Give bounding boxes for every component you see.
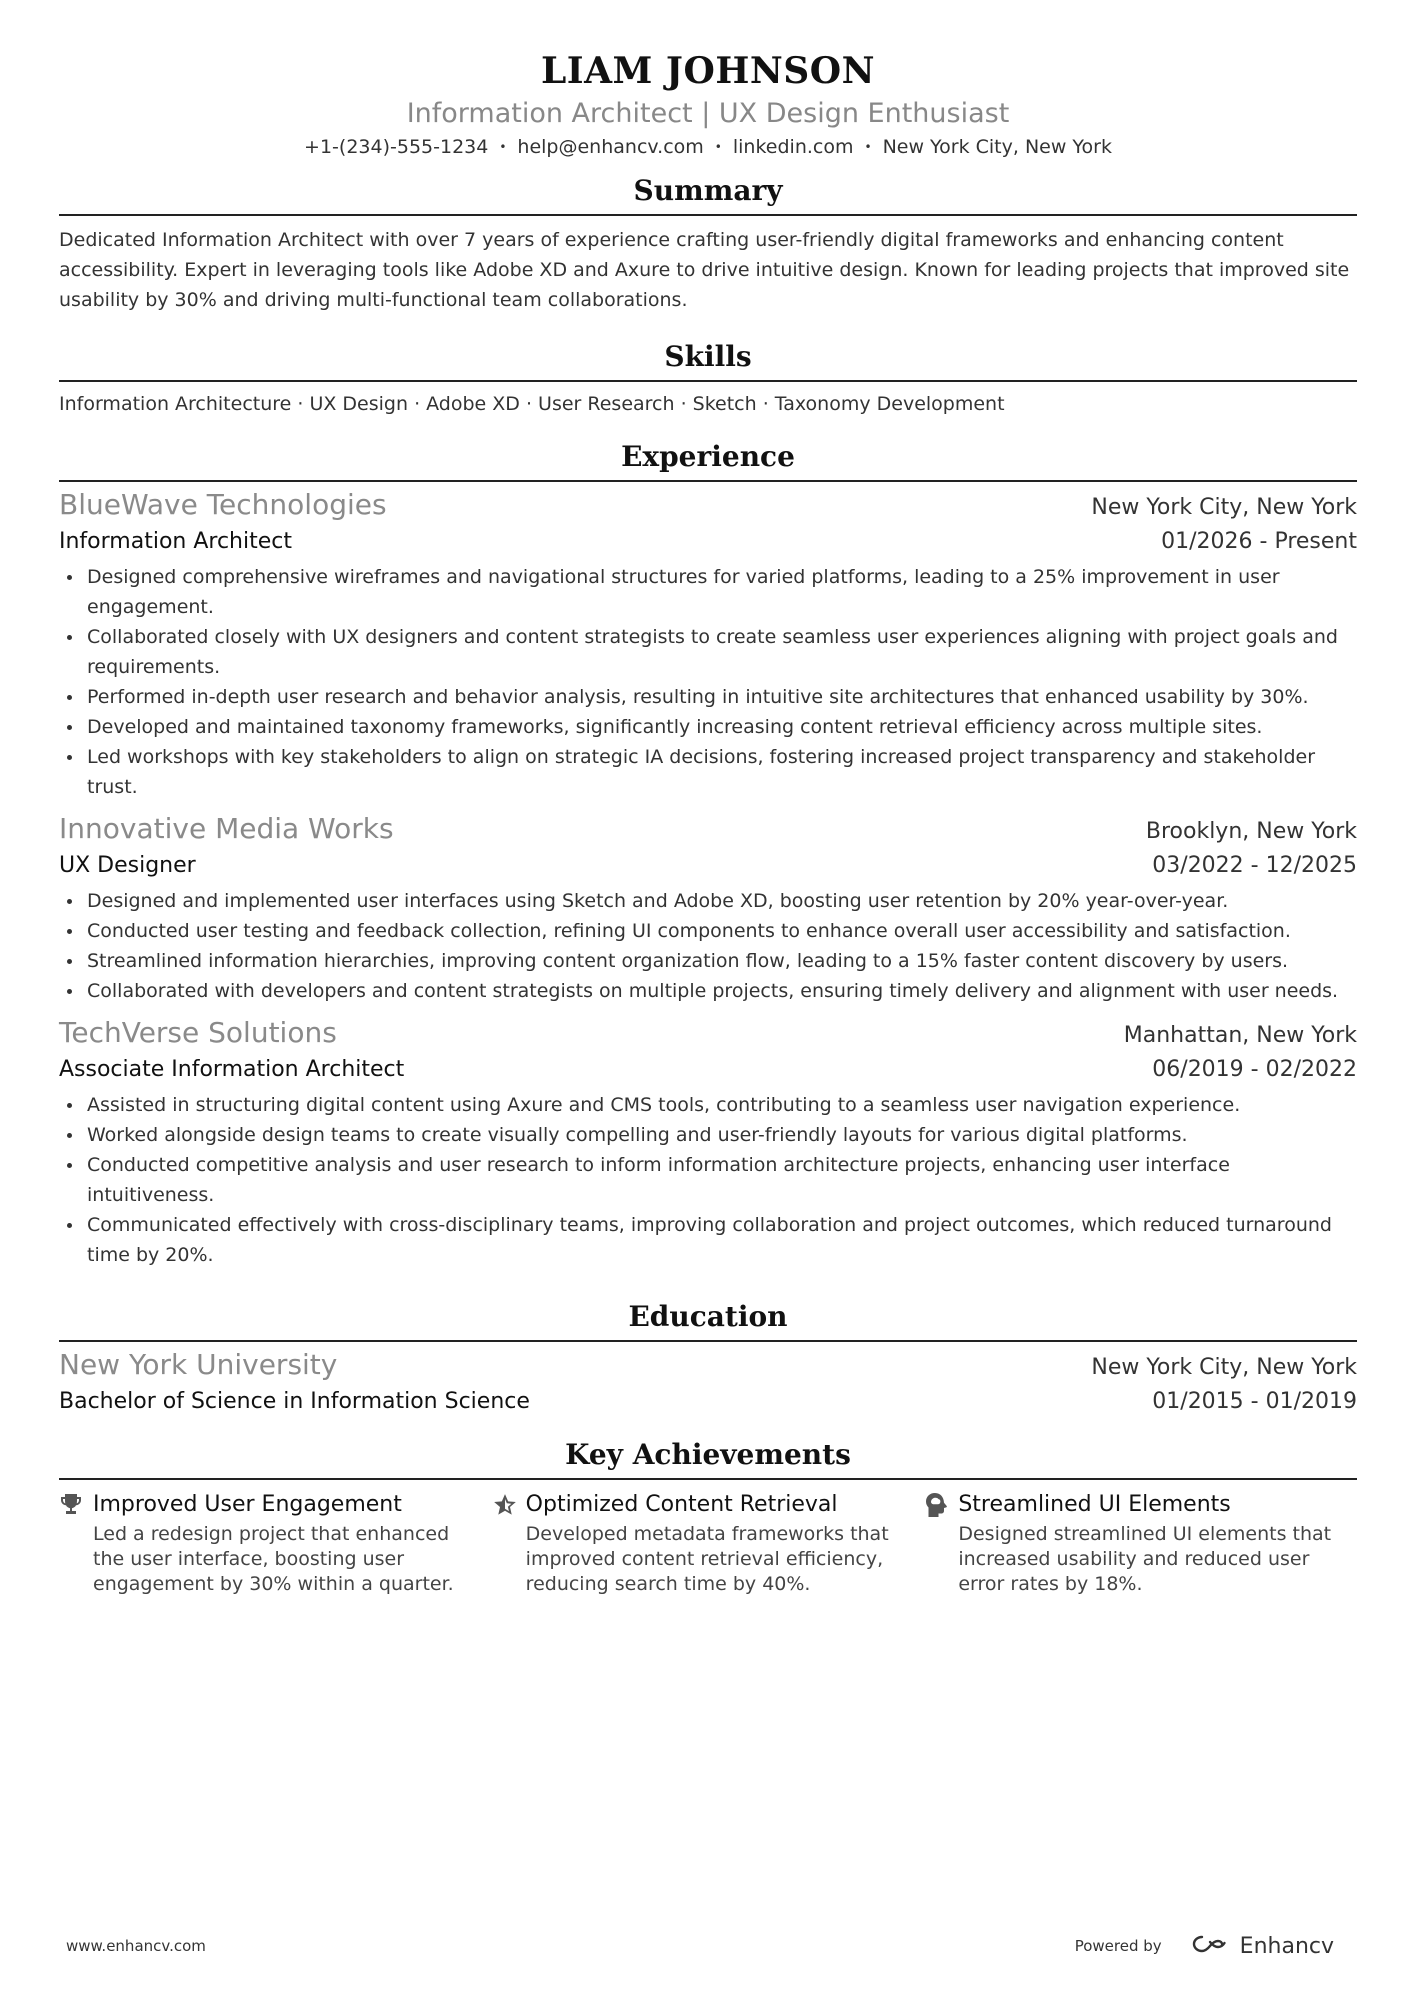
school-location: New York City, New York — [1091, 1355, 1357, 1380]
section-divider — [59, 480, 1357, 482]
section-heading-skills: Skills — [664, 340, 752, 373]
achievement-item — [924, 1488, 1357, 1597]
bullet-item: Assisted in structuring digital content using Axure and CMS tools, contributing to a seamless user navigation experience. — [59, 1090, 1357, 1120]
bullet-item: Performed in-depth user research and behavior analysis, resulting in intuitive site architectures that enhanced usability by 30%. — [59, 682, 1357, 712]
achievement-description: Led a redesign project that enhanced the user interface, boosting user engagement by 30% within a quarter. — [93, 1523, 454, 1595]
experience-section — [59, 438, 1357, 1270]
bullet-item: Streamlined information hierarchies, improving content organization flow, leading to a 15% faster content discovery by users. — [59, 946, 1357, 976]
education-section — [59, 1298, 1357, 1419]
page-footer — [66, 1933, 1334, 1959]
bullet-item: Worked alongside design teams to create visually compelling and user-friendly layouts for various digital platforms. — [59, 1120, 1357, 1150]
section-divider — [59, 380, 1357, 382]
powered-by — [1075, 1933, 1334, 1959]
job-entry — [59, 810, 1357, 1006]
degree: Bachelor of Science in Information Science — [59, 1389, 530, 1414]
achievement-item — [59, 1488, 492, 1597]
job-role: Associate Information Architect — [59, 1057, 405, 1082]
job-dates: 06/2019 - 02/2022 — [1152, 1057, 1357, 1082]
achievement-description: Developed metadata frameworks that improved content retrieval efficiency, reducing search time by 40%. — [525, 1523, 889, 1595]
enhancv-brand-name[interactable]: Enhancv — [1239, 1933, 1334, 1959]
education-dates: 01/2015 - 01/2019 — [1152, 1389, 1357, 1414]
job-dates: 01/2026 - Present — [1161, 529, 1357, 554]
skills-section — [59, 338, 1357, 419]
contact-separator: • — [714, 140, 722, 154]
resume-page — [59, 0, 1357, 1597]
company-name: TechVerse Solutions — [59, 1016, 337, 1049]
job-location: New York City, New York — [1091, 495, 1357, 520]
bullet-item: Designed and implemented user interfaces using Sketch and Adobe XD, boosting user retention by 20% year-over-year. — [59, 886, 1357, 916]
job-dates: 03/2022 - 12/2025 — [1152, 853, 1357, 878]
job-entry — [59, 1014, 1357, 1270]
section-divider — [59, 1340, 1357, 1342]
job-role: UX Designer — [59, 853, 196, 878]
achievement-title: Optimized Content Retrieval — [525, 1492, 838, 1517]
section-heading-experience: Experience — [621, 440, 795, 473]
section-divider — [59, 1478, 1357, 1480]
section-heading-summary: Summary — [633, 174, 783, 207]
job-location: Manhattan, New York — [1123, 1023, 1357, 1048]
job-entry — [59, 486, 1357, 802]
bullet-item: Conducted competitive analysis and user research to inform information architecture projects, enhancing user interface intuitiveness. — [59, 1150, 1357, 1210]
school-name: New York University — [59, 1348, 338, 1381]
phone: +1-(234)-555-1234 — [304, 136, 489, 158]
job-bullets — [59, 1090, 1357, 1270]
job-bullets — [59, 562, 1357, 802]
job-role: Information Architect — [59, 529, 292, 554]
bullet-item: Communicated effectively with cross-disciplinary teams, improving collaboration and project outcomes, which reduced turnaround time by 20%. — [59, 1210, 1357, 1270]
trophy-icon — [59, 1488, 93, 1597]
footer-url-link[interactable]: www.enhancv.com — [66, 1937, 206, 1955]
head-brain-icon — [924, 1488, 958, 1597]
achievement-description: Designed streamlined UI elements that increased usability and reduced user error rates by 18%. — [958, 1523, 1332, 1595]
email-link[interactable]: help@enhancv.com — [517, 136, 704, 158]
candidate-title: Information Architect | UX Design Enthusiast — [406, 98, 1010, 129]
achievement-item — [492, 1488, 925, 1597]
contact-line — [59, 133, 1357, 161]
linkedin-link[interactable]: linkedin.com — [732, 136, 854, 158]
bullet-item: Collaborated with developers and content strategists on multiple projects, ensuring timely delivery and alignment with user needs. — [59, 976, 1357, 1006]
bullet-item: Collaborated closely with UX designers and content strategists to create seamless user experiences aligning with project goals and requirements. — [59, 622, 1357, 682]
achievement-title: Streamlined UI Elements — [958, 1492, 1231, 1517]
section-divider — [59, 214, 1357, 216]
company-name: BlueWave Technologies — [59, 488, 387, 521]
contact-separator: • — [499, 140, 507, 154]
summary-section — [59, 172, 1357, 315]
bullet-item: Developed and maintained taxonomy frameworks, significantly increasing content retrieval efficiency across multiple sites. — [59, 712, 1357, 742]
section-heading-education: Education — [628, 1300, 788, 1333]
summary-text: Dedicated Information Architect with over 7 years of experience crafting user-friendly digital frameworks and enhancing content accessibility. Expert in leveraging tools like Adobe XD and Axure to drive intuitive design. Known for leading projects that improved site usability by 30% and driving multi-functional team collaborations. — [59, 229, 1350, 311]
powered-by-label: Powered by — [1074, 1937, 1162, 1955]
bullet-item: Led workshops with key stakeholders to align on strategic IA decisions, fostering increased project transparency and stakeholder trust. — [59, 742, 1357, 802]
job-location: Brooklyn, New York — [1145, 819, 1357, 844]
bullet-item: Conducted user testing and feedback collection, refining UI components to enhance overall user accessibility and satisfaction. — [59, 916, 1357, 946]
candidate-name: LIAM JOHNSON — [540, 50, 876, 92]
resume-header — [59, 0, 1357, 161]
achievements-section — [59, 1436, 1357, 1597]
enhancv-logo-icon — [1188, 1933, 1232, 1959]
contact-separator: • — [864, 140, 872, 154]
star-icon — [492, 1488, 526, 1597]
location: New York City, New York — [882, 136, 1112, 158]
company-name: Innovative Media Works — [59, 812, 394, 845]
education-entry — [59, 1346, 1357, 1419]
section-heading-achievements: Key Achievements — [565, 1438, 851, 1471]
job-bullets — [59, 886, 1357, 1006]
skills-list: Information Architecture · UX Design · Adobe XD · User Research · Sketch · Taxonomy Development — [59, 393, 1005, 415]
bullet-item: Designed comprehensive wireframes and navigational structures for varied platforms, leading to a 25% improvement in user engagement. — [59, 562, 1357, 622]
achievement-title: Improved User Engagement — [93, 1492, 402, 1517]
